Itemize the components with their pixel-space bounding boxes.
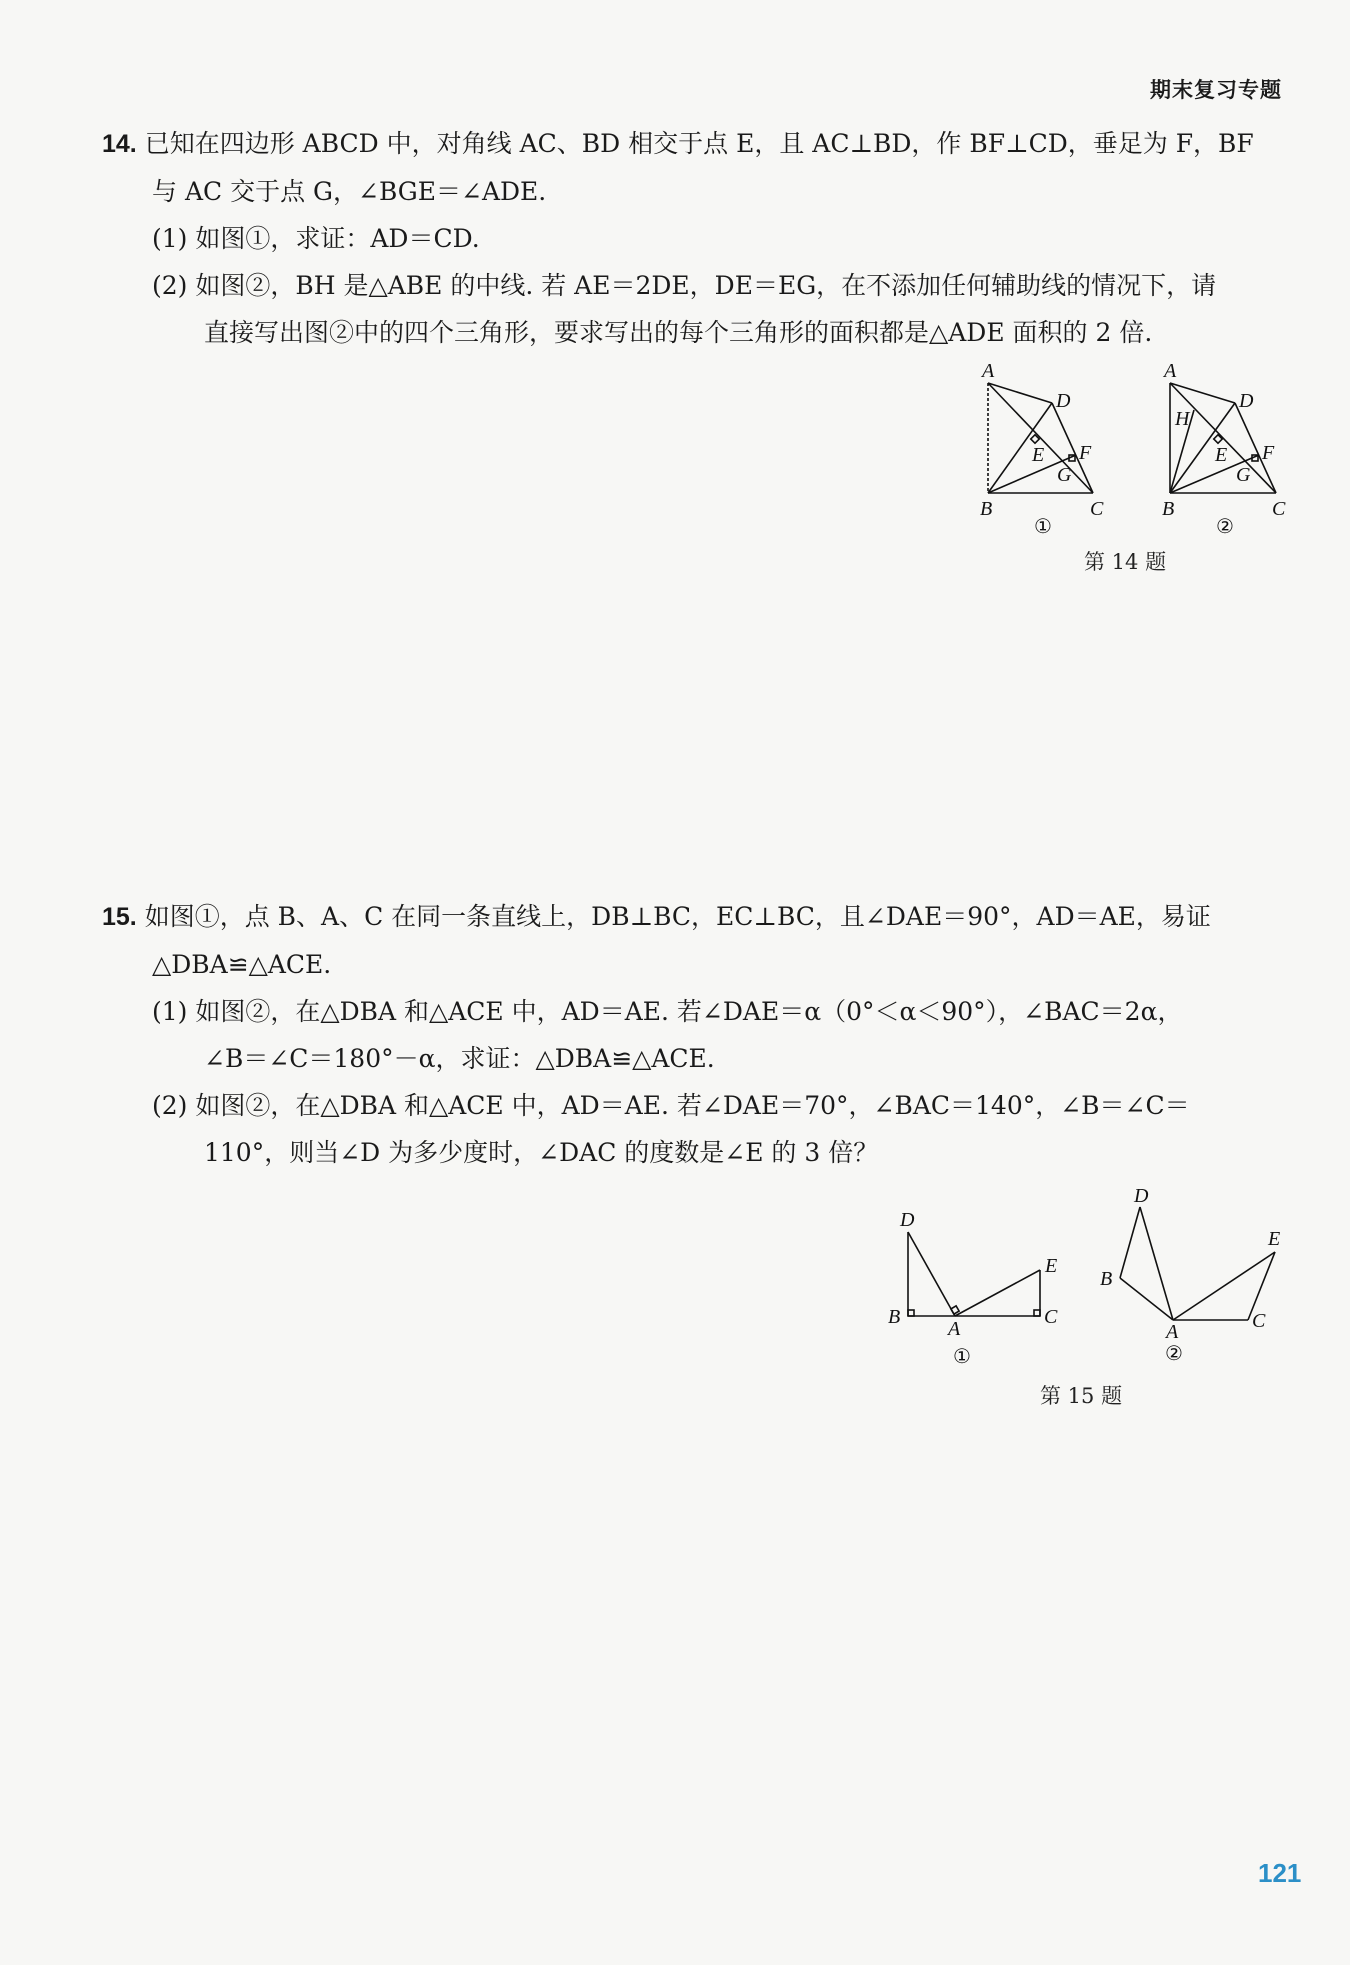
label-A: A [982,360,995,382]
figure-caption: 第 14 题 [1084,550,1167,574]
figure-caption: 第 15 题 [1040,1384,1123,1408]
problem-number: 14. [102,130,137,158]
label-A: A [948,1318,961,1340]
problem-15-part2-line2: 110°，则当∠D 为多少度时，∠DAC 的度数是∠E 的 3 倍？ [204,1138,879,1167]
problem-14-line2: 与 AC 交于点 G，∠BGE＝∠ADE. [152,177,547,206]
label-E: E [1215,444,1228,466]
label-D: D [900,1209,915,1231]
label-B: B [1100,1268,1113,1290]
figure-tag: ② [1165,1341,1183,1365]
label-G: G [1057,464,1072,486]
problem-14-part2-line1: (2) 如图②，BH 是△ABE 的中线. 若 AE＝2DE，DE＝EG，在不添加任何辅助线的情况下，请 [152,271,1217,300]
label-E: E [1032,444,1045,466]
label-B: B [888,1306,901,1328]
label-A: A [1164,360,1177,382]
figure-14 [960,355,1300,555]
label-F: F [1262,442,1275,464]
problem-15-part1-line2: ∠B＝∠C＝180°－α，求证：△DBA≌△ACE. [204,1044,715,1073]
problem-14-line1: 14. 已知在四边形 ABCD 中，对角线 AC、BD 相交于点 E，且 AC⊥BD，作 BF⊥CD，垂足为 F，BF [102,129,1254,158]
figure-tag: ② [1216,514,1234,538]
problem-number: 15. [102,903,137,931]
problem-15 [102,893,1287,1176]
label-C: C [1044,1306,1058,1328]
problem-15-line1: 15. 如图①，点 B、A、C 在同一条直线上，DB⊥BC，EC⊥BC，且∠DAE＝90°，AD＝AE，易证 [102,902,1211,931]
problem-15-line2: △DBA≌△ACE. [152,950,332,979]
label-D: D [1056,390,1071,412]
label-A: A [1166,1321,1179,1343]
label-D: D [1239,390,1254,412]
label-E: E [1045,1255,1058,1277]
figure-15 [880,1180,1300,1380]
problem-14 [102,120,1287,356]
label-C: C [1272,498,1286,520]
label-B: B [1162,498,1175,520]
page-number: 121 [1258,1858,1302,1888]
problem-15-part1-line1: (1) 如图②，在△DBA 和△ACE 中，AD＝AE. 若∠DAE＝α（0°＜α＜90°），∠BAC＝2α， [152,997,1183,1026]
label-C: C [1252,1310,1266,1332]
problem-14-part2-line2: 直接写出图②中的四个三角形，要求写出的每个三角形的面积都是△ADE 面积的 2 倍. [204,318,1153,347]
problem-14-part1: (1) 如图①，求证：AD＝CD. [152,224,480,253]
figure-tag: ① [953,1344,971,1368]
label-C: C [1090,498,1104,520]
label-G: G [1236,464,1251,486]
section-header: 期末复习专题 [1150,78,1282,102]
problem-15-part2-line1: (2) 如图②，在△DBA 和△ACE 中，AD＝AE. 若∠DAE＝70°，∠BAC＝140°，∠B＝∠C＝ [152,1091,1190,1120]
label-B: B [980,498,993,520]
label-F: F [1079,442,1092,464]
label-H: H [1175,408,1190,430]
figure-tag: ① [1034,514,1052,538]
label-E: E [1268,1228,1281,1250]
label-D: D [1134,1185,1149,1207]
